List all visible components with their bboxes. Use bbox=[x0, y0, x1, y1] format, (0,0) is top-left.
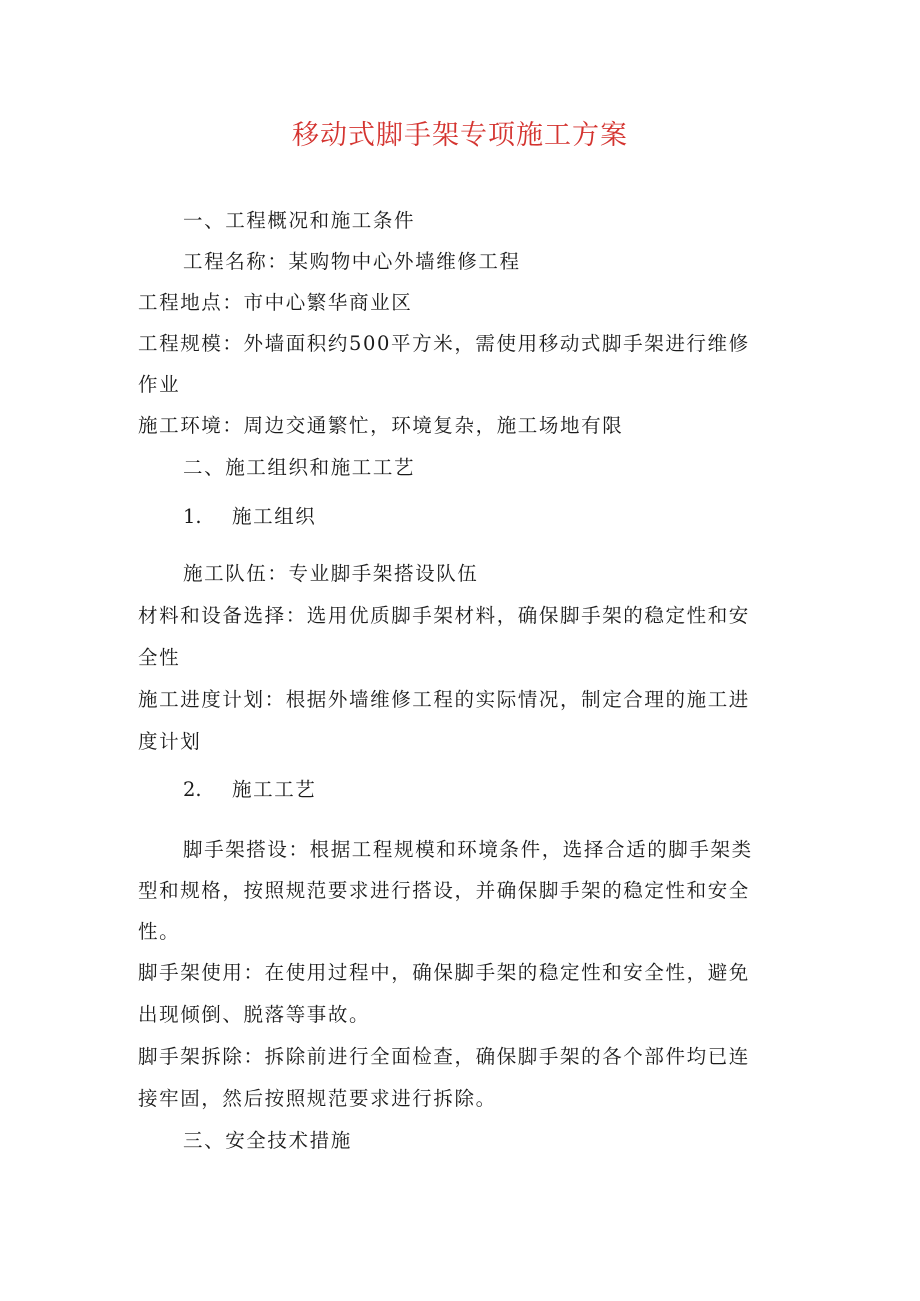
paragraph-line: 工程名称：某购物中心外墙维修工程 bbox=[183, 250, 521, 273]
document-title: 移动式脚手架专项施工方案 bbox=[292, 120, 628, 151]
paragraph-line: 施工进度计划：根据外墙维修工程的实际情况，制定合理的施工进 bbox=[138, 688, 750, 711]
subsection-number: 1. bbox=[183, 505, 202, 528]
paragraph-line: 工程规模：外墙面积约500平方米，需使用移动式脚手架进行维修 bbox=[138, 332, 750, 355]
subsection-heading: 施工工艺 bbox=[232, 778, 317, 801]
paragraph-line: 度计划 bbox=[138, 730, 202, 753]
section-heading-2: 二、施工组织和施工工艺 bbox=[183, 456, 416, 479]
paragraph-line: 出现倾倒、脱落等事故。 bbox=[138, 1003, 371, 1026]
paragraph-line: 全性 bbox=[138, 646, 181, 669]
section-heading-1: 一、工程概况和施工条件 bbox=[183, 209, 416, 232]
paragraph-line: 施工队伍：专业脚手架搭设队伍 bbox=[183, 562, 479, 585]
paragraph-line: 性。 bbox=[138, 920, 181, 943]
subsection-number: 2. bbox=[183, 778, 202, 801]
paragraph-line: 工程地点：市中心繁华商业区 bbox=[138, 291, 413, 314]
paragraph-line: 作业 bbox=[138, 373, 181, 396]
paragraph-line: 施工环境：周边交通繁忙，环境复杂，施工场地有限 bbox=[138, 414, 624, 437]
paragraph-line: 脚手架拆除：拆除前进行全面检查，确保脚手架的各个部件均已连 bbox=[138, 1045, 750, 1068]
paragraph-line: 脚手架使用：在使用过程中，确保脚手架的稳定性和安全性，避免 bbox=[138, 961, 750, 984]
paragraph-line: 材料和设备选择：选用优质脚手架材料，确保脚手架的稳定性和安 bbox=[138, 604, 750, 627]
paragraph-line: 脚手架搭设：根据工程规模和环境条件，选择合适的脚手架类 bbox=[183, 838, 753, 861]
section-heading-3: 三、安全技术措施 bbox=[183, 1129, 352, 1152]
paragraph-line: 接牢固，然后按照规范要求进行拆除。 bbox=[138, 1087, 497, 1110]
subsection-heading: 施工组织 bbox=[232, 505, 317, 528]
paragraph-line: 型和规格，按照规范要求进行搭设，并确保脚手架的稳定性和安全 bbox=[138, 879, 750, 902]
